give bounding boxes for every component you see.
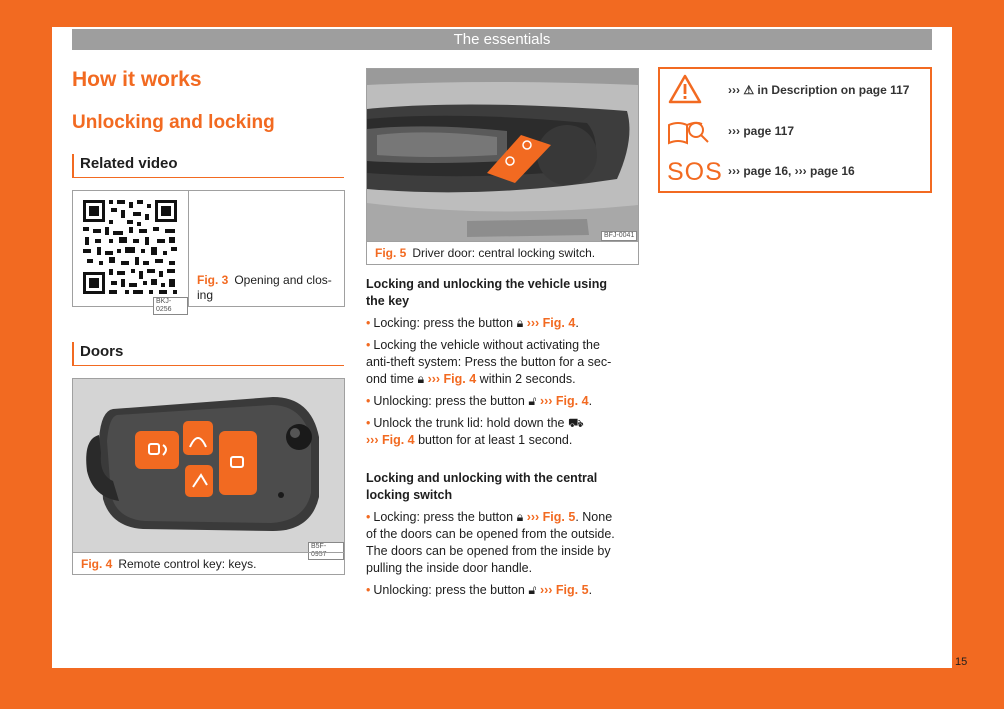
- lock-icon: 🔒︎: [516, 510, 524, 524]
- remote-key-icon: [73, 379, 344, 552]
- fig4-text: Remote control key: keys.: [118, 557, 257, 571]
- fig5-number: Fig. 5: [375, 246, 407, 260]
- related-video-heading: Related video: [72, 154, 344, 178]
- page-header: The essentials: [72, 29, 932, 50]
- video-figure: [72, 190, 345, 313]
- manual-reference[interactable]: ››› page 117: [728, 124, 795, 138]
- warning-reference[interactable]: ››› ⚠ in Description on page 117: [728, 83, 910, 97]
- fig3-caption: [197, 273, 342, 303]
- page-number: 15: [955, 656, 968, 668]
- figure-code: B5F-0957: [308, 542, 344, 560]
- fig-link[interactable]: ››› Fig. 4: [539, 394, 589, 408]
- key-figure: [72, 378, 345, 575]
- key-section: [366, 276, 638, 449]
- key-section-title: Locking and unlocking the vehicle using the key: [366, 277, 608, 308]
- figure-code: BFJ-0041: [601, 231, 637, 241]
- fig-link[interactable]: ››› Fig. 5: [526, 510, 576, 524]
- unlock-icon: 🔓︎: [528, 583, 537, 597]
- qr-code-icon: [73, 191, 189, 306]
- key-image: [73, 379, 344, 552]
- list-item: • Locking the vehicle without activating the anti-theft system: Press the button for a sec- ond time 🔒︎ ››› Fig. 4 within 2 seconds.: [366, 338, 612, 386]
- list-item: • Unlock the trunk lid: hold down the ⛟︎ ››› Fig. 4 button for at least 1 second.: [366, 416, 584, 447]
- unlock-icon: 🔓︎: [528, 394, 537, 408]
- list-item: • Locking: press the button 🔒︎ ››› Fig. 4.: [366, 316, 579, 330]
- list-item: • Locking: press the button 🔒︎ ››› Fig. 5. None of the doors can be opened from the outside. The doors can be opened from the inside by pulling the inside door handle.: [366, 510, 615, 575]
- door-image: [367, 69, 638, 241]
- lock-icon: 🔒︎: [417, 372, 425, 386]
- manual-icon: [666, 117, 710, 147]
- fig-link[interactable]: ››› Fig. 5: [539, 583, 589, 597]
- doors-heading: Doors: [72, 342, 344, 366]
- fig3-text-2: ing: [197, 288, 214, 302]
- list-item: • Unlocking: press the button 🔓︎ ››› Fig. 5.: [366, 583, 593, 597]
- page-title: How it works: [72, 68, 202, 91]
- sos-icon: SOS: [667, 158, 723, 186]
- figure-code: BKJ-0256: [153, 297, 188, 315]
- list-item: • Unlocking: press the button 🔓︎ ››› Fig. 4.: [366, 394, 593, 408]
- reference-box: [658, 67, 932, 193]
- switch-section: [366, 470, 638, 599]
- fig-link[interactable]: ››› Fig. 4: [427, 372, 477, 386]
- lock-icon: 🔒︎: [516, 316, 524, 330]
- warning-icon: [668, 73, 702, 105]
- fig5-caption: [375, 246, 595, 261]
- door-figure: [366, 68, 639, 265]
- trunk-icon: ⛟︎: [567, 416, 584, 430]
- door-switch-icon: [367, 69, 638, 241]
- section-title: Unlocking and locking: [72, 112, 275, 133]
- fig4-number: Fig. 4: [81, 557, 113, 571]
- fig-link[interactable]: ››› Fig. 4: [366, 433, 415, 447]
- fig4-caption: [81, 557, 256, 572]
- fig3-text-1: Opening and clos-: [234, 273, 332, 287]
- fig3-number: Fig. 3: [197, 273, 229, 287]
- qr-code-panel[interactable]: [73, 191, 189, 313]
- fig-link[interactable]: ››› Fig. 4: [526, 316, 576, 330]
- switch-section-title: Locking and unlocking with the central locking switch: [366, 471, 598, 502]
- sos-reference[interactable]: ››› page 16, ››› page 16: [728, 164, 855, 178]
- fig5-text: Driver door: central locking switch.: [412, 246, 596, 260]
